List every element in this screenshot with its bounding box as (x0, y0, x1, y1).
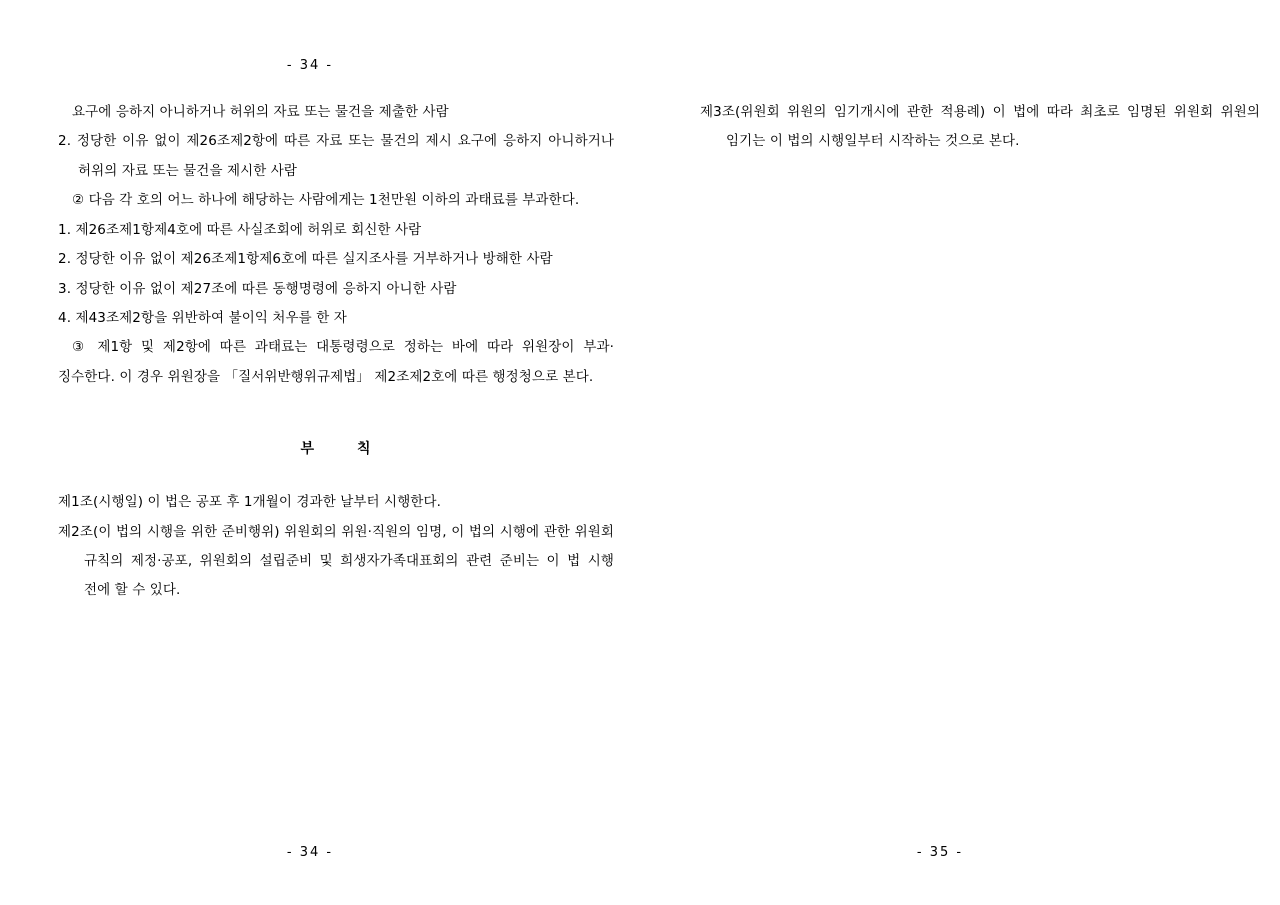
paragraph-item-1b: 1. 제26조제1항제4호에 따른 사실조회에 허위로 회신한 사람 (58, 221, 422, 238)
addenda-heading (58, 438, 614, 458)
paragraph-clause-3: ③ 제1항 및 제2항에 따른 과태료는 대통령령으로 정하는 바에 따라 위원장이 부과·징수한다. 이 경우 위원장을 「질서위반행위규제법」 제2조제2호에 따른 행정청으로 본다. (58, 339, 614, 385)
right-page (660, 0, 1260, 905)
paragraph-item-4b: 4. 제43조제2항을 위반하여 불이익 처우를 한 자 (58, 309, 347, 326)
paragraph-clause-2: ② 다음 각 호의 어느 하나에 해당하는 사람에게는 1천만원 이하의 과태료를 부과한다. (72, 192, 580, 209)
left-page-top-marker: - 34 - (286, 58, 334, 73)
right-page-body (700, 98, 1260, 157)
left-page (30, 0, 630, 905)
addenda-heading-first: 부 (300, 441, 315, 458)
left-page-bottom-marker: - 34 - (286, 845, 334, 860)
addenda-article-1: 제1조(시행일) 이 법은 공포 후 1개월이 경과한 날부터 시행한다. (58, 494, 442, 511)
addenda-heading-second: 칙 (357, 441, 372, 458)
paragraph-item-2: 2. 정당한 이유 없이 제26조제2항에 따른 자료 또는 물건의 제시 요구에 응하지 아니하거나 허위의 자료 또는 물건을 제시한 사람 (58, 133, 614, 179)
section-spacer (58, 392, 614, 438)
addenda-article-2: 제2조(이 법의 시행을 위한 준비행위) 위원회의 위원·직원의 임명, 이 법의 시행에 관한 위원회 규칙의 제정·공포, 위원회의 설립준비 및 희생자가족대표회의 관련 준비는 이 법 시행 전에 할 수 있다. (58, 523, 614, 599)
paragraph-continuation: 요구에 응하지 아니하거나 허위의 자료 또는 물건을 제출한 사람 (72, 104, 449, 120)
right-page-bottom-marker: - 35 - (916, 845, 964, 860)
paragraph-item-3b: 3. 정당한 이유 없이 제27조에 따른 동행명령에 응하지 아니한 사람 (58, 280, 457, 297)
paragraph-item-2b: 2. 정당한 이유 없이 제26조제1항제6호에 따른 실지조사를 거부하거나 방해한 사람 (58, 251, 553, 268)
addenda-spacer (58, 458, 614, 488)
addenda-article-3: 제3조(위원회 위원의 임기개시에 관한 적용례) 이 법에 따라 최초로 임명된 위원회 위원의 임기는 이 법의 시행일부터 시작하는 것으로 본다. (700, 104, 1260, 150)
left-page-body (58, 98, 614, 606)
